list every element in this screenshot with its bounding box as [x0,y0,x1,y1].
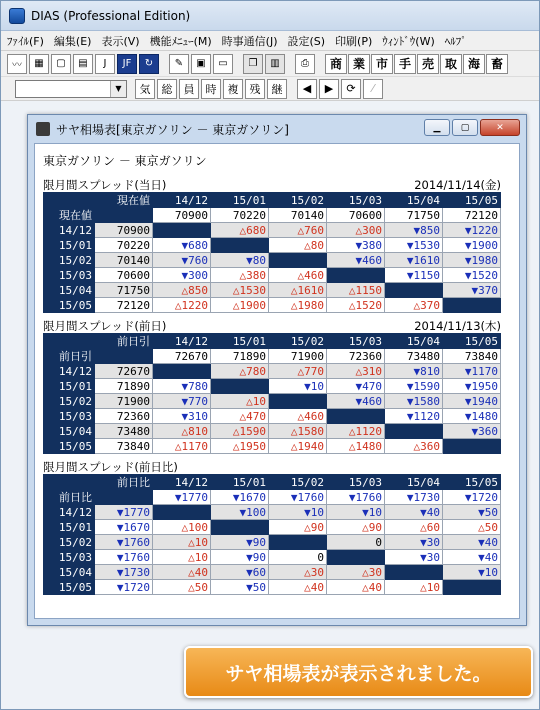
table-row[interactable] [44,424,501,439]
table-cell: △1610 [269,283,327,298]
table-header-row [44,475,501,490]
table-cell: 70600 [327,208,385,223]
table-cell: △1900 [211,298,269,313]
table-cell: ▼780 [153,379,211,394]
column-header: 前日引 [95,334,153,349]
app-title: DIAS (Professional Edition) [31,8,191,23]
close-button[interactable]: ✕ [480,119,520,136]
column-header: 15/01 [211,334,269,349]
chart-icon[interactable]: 〰 [7,54,27,74]
table-cell: ▼40 [443,535,501,550]
table-cell: 70600 [95,268,153,283]
table-cell: 73840 [95,439,153,454]
table-cell: 70140 [269,208,327,223]
table-cell: △1590 [211,424,269,439]
column-header: 前日比 [95,475,153,490]
table-cell: ▼760 [153,253,211,268]
table-row[interactable] [44,550,501,565]
table-cell [443,580,501,595]
table-cell: ▼460 [327,253,385,268]
kanji-button[interactable]: 業 [348,54,370,74]
table-cell: △810 [153,424,211,439]
table-cell [443,439,501,454]
row-label: 15/02 [44,394,95,409]
table-cell: ▼1900 [443,238,501,253]
view-button[interactable]: 複 [223,79,243,99]
menu-item[interactable]: 設定(S) [287,34,326,48]
table-cell: ▼1670 [211,490,269,505]
table-cell: △1170 [153,439,211,454]
section-title: 限月間スプレッド(前日) [43,319,167,333]
table-cell: ▼30 [385,550,443,565]
table-row[interactable] [44,223,501,238]
column-header: 15/05 [443,475,501,490]
table-cell: △370 [385,298,443,313]
note-icon[interactable]: ▭ [213,54,233,74]
row-label: 15/01 [44,379,95,394]
column-header: 14/12 [153,193,211,208]
table-cell: ▼10 [269,505,327,520]
menu-item[interactable]: 印刷(P) [335,34,373,48]
view-button[interactable]: 時 [201,79,221,99]
chevron-down-icon[interactable]: ▼ [110,81,126,97]
row-label: 15/05 [44,580,95,595]
row-label: 前日比 [44,490,95,505]
jf-icon[interactable]: JF [117,54,137,74]
column-header: 15/02 [269,334,327,349]
table-cell: 70900 [95,223,153,238]
kanji-button[interactable]: 市 [371,54,393,74]
pair-heading: 東京ガソリン － 東京ガソリン [43,154,207,168]
column-header: 15/02 [269,193,327,208]
print-icon[interactable]: ⎙ [295,54,315,74]
table-cell: ▼470 [327,379,385,394]
symbol-combo[interactable] [15,80,127,98]
paint-icon[interactable]: ✎ [169,54,189,74]
app-icon [9,8,25,24]
table-cell: △300 [327,223,385,238]
table-cell: ▼1760 [95,535,153,550]
table-cell: ▼680 [153,238,211,253]
table-cell: ▼1580 [385,394,443,409]
table-cell: △1480 [327,439,385,454]
column-header: 14/12 [153,334,211,349]
table-cell: ▼1720 [95,580,153,595]
table-cell [269,253,327,268]
table-cell: △50 [443,520,501,535]
table-cell: ▼10 [269,379,327,394]
table-cell: 71750 [95,283,153,298]
row-label: 14/12 [44,505,95,520]
table-cell [269,394,327,409]
column-header: 現在値 [95,193,153,208]
menu-bar [1,31,539,51]
view-button[interactable]: 員 [179,79,199,99]
table-cell: ▼1120 [385,409,443,424]
column-header: 15/01 [211,193,269,208]
spread-window-body [34,143,520,619]
maximize-button[interactable]: ▢ [452,119,478,136]
row-label: 14/12 [44,364,95,379]
table-cell: ▼380 [327,238,385,253]
table-cell [327,268,385,283]
table-cell: △10 [153,535,211,550]
table-cell: △1120 [327,424,385,439]
table-cell: ▼1530 [385,238,443,253]
window-icon[interactable]: ▢ [51,54,71,74]
table-cell: ▼1670 [95,520,153,535]
table-cell: 71750 [385,208,443,223]
table-cell: △100 [153,520,211,535]
row-label: 15/05 [44,439,95,454]
table-cell: ▼10 [327,505,385,520]
table-row[interactable] [44,439,501,454]
table-cell: △1940 [269,439,327,454]
table-cell: ▼1980 [443,253,501,268]
table-cell: ▼1610 [385,253,443,268]
table-cell: △360 [385,439,443,454]
table-cell: △10 [153,550,211,565]
lock-icon[interactable]: ▣ [191,54,211,74]
table-cell: △780 [211,364,269,379]
table-cell: ▼1720 [443,490,501,505]
row-label: 15/03 [44,268,95,283]
table-cell: ▼850 [385,223,443,238]
table-row[interactable] [44,364,501,379]
table-cell: 72670 [153,349,211,364]
spread-table [43,333,501,454]
table-cell [443,298,501,313]
kanji-button[interactable]: 商 [325,54,347,74]
table-cell: ▼100 [211,505,269,520]
grid-icon[interactable]: ▦ [29,54,49,74]
table-cell: ▼1760 [269,490,327,505]
table-cell [211,238,269,253]
table-cell: 73480 [385,349,443,364]
column-header: 15/03 [327,334,385,349]
column-header: 15/04 [385,193,443,208]
table-cell: △1580 [269,424,327,439]
table-cell [153,505,211,520]
table-cell: ▼460 [327,394,385,409]
menu-item[interactable]: ﾌｧｲﾙ(F) [7,34,44,48]
table-cell: ▼810 [385,364,443,379]
table-cell: ▼60 [211,565,269,580]
table-row[interactable] [44,349,501,364]
menu-item[interactable]: 編集(E) [53,34,92,48]
table-row[interactable] [44,298,501,313]
table-header-row [44,193,501,208]
table-cell [95,490,153,505]
menu-item[interactable]: 表示(V) [101,34,140,48]
column-header: 15/01 [211,475,269,490]
table-cell [327,550,385,565]
table-row[interactable] [44,505,501,520]
table-cell: ▼1760 [95,550,153,565]
menu-item[interactable]: 機能ﾒﾆｭｰ(M) [149,34,212,48]
table-cell: △10 [385,580,443,595]
mdi-area [1,102,539,632]
table-cell: ▼1520 [443,268,501,283]
table-cell: 70220 [95,238,153,253]
window-icon [36,122,50,136]
table-cell: △40 [327,580,385,595]
table-row[interactable] [44,490,501,505]
table-cell: 70220 [211,208,269,223]
table-cell: △380 [211,268,269,283]
table-row[interactable] [44,379,501,394]
column-header: 15/05 [443,334,501,349]
table-cell: ▼1730 [95,565,153,580]
row-label: 15/01 [44,520,95,535]
row-label: 15/04 [44,424,95,439]
view-button[interactable]: 総 [157,79,177,99]
view-button[interactable]: 継 [267,79,287,99]
row-label: 14/12 [44,223,95,238]
table-cell: ▼40 [385,505,443,520]
section-date: 2014/11/14(金) [414,178,501,192]
table-cell [153,364,211,379]
table-row[interactable] [44,409,501,424]
table-cell: △1220 [153,298,211,313]
table-cell: ▼1770 [153,490,211,505]
column-header: 15/03 [327,475,385,490]
table-cell: ▼1730 [385,490,443,505]
section-title: 限月間スプレッド(当日) [43,178,167,192]
table-cell: ▼1480 [443,409,501,424]
table-cell: ▼30 [385,535,443,550]
menu-item[interactable]: ｳｨﾝﾄﾞｳ(W) [382,34,435,48]
table-cell [95,208,153,223]
column-header: 15/02 [269,475,327,490]
row-label: 15/03 [44,550,95,565]
table-cell [153,223,211,238]
table-header-row [44,334,501,349]
table-cell: ▼770 [153,394,211,409]
section-header [43,178,501,192]
table-cell [269,535,327,550]
table-cell: 71900 [95,394,153,409]
column-header [44,193,95,208]
row-label: 15/01 [44,238,95,253]
table-cell: ▼1590 [385,379,443,394]
disabled-tool-icon[interactable]: ⁄ [363,79,383,99]
table-cell [327,409,385,424]
table-cell: △40 [269,580,327,595]
table-cell: ▼1150 [385,268,443,283]
spread-table [43,192,501,313]
table-cell: △90 [269,520,327,535]
row-label: 15/04 [44,565,95,580]
table-cell: ▼90 [211,550,269,565]
section-title: 限月間スプレッド(前日比) [43,460,178,474]
table-cell: ▼370 [443,283,501,298]
spread-window [27,114,527,626]
table-cell: ▼50 [443,505,501,520]
spread-window-title-bar [28,115,526,143]
kanji-button[interactable]: 取 [440,54,462,74]
table-cell: △760 [269,223,327,238]
table-cell [211,379,269,394]
table-row[interactable] [44,580,501,595]
section-date: 2014/11/13(木) [414,319,501,333]
table-icon[interactable]: ▤ [73,54,93,74]
table-cell: △680 [211,223,269,238]
minimize-button[interactable]: ▁ [424,119,450,136]
menu-item[interactable]: 時事通信(J) [221,34,278,48]
row-label: 15/02 [44,535,95,550]
table-cell: 0 [269,550,327,565]
table-cell: 72670 [95,364,153,379]
row-label: 現在値 [44,208,95,223]
column-header [44,475,95,490]
table-cell: ▼300 [153,268,211,283]
table-cell: 72120 [443,208,501,223]
menu-item[interactable]: ﾍﾙﾌﾟ [444,34,467,48]
table-row[interactable] [44,208,501,223]
table-cell: ▼50 [211,580,269,595]
table-cell [385,283,443,298]
main-toolbar [1,51,539,77]
table-cell: △90 [327,520,385,535]
table-row[interactable] [44,565,501,580]
copy-icon[interactable]: ❐ [243,54,263,74]
table-cell: 0 [327,535,385,550]
refresh-icon[interactable]: ⟳ [341,79,361,99]
row-label: 15/03 [44,409,95,424]
view-button[interactable]: 気 [135,79,155,99]
table-cell: ▼90 [211,535,269,550]
row-label: 15/05 [44,298,95,313]
section-header [43,460,501,474]
table-row[interactable] [44,238,501,253]
table-row[interactable] [44,268,501,283]
table-cell: 70140 [95,253,153,268]
table-cell: 72360 [327,349,385,364]
kanji-button[interactable]: 手 [394,54,416,74]
table-cell: △1150 [327,283,385,298]
secondary-toolbar [1,77,539,101]
triangle-left-icon[interactable]: ◀ [297,79,317,99]
row-label: 15/02 [44,253,95,268]
title-bar [1,1,539,31]
triangle-right-icon[interactable]: ▶ [319,79,339,99]
table-cell: △10 [211,394,269,409]
table-cell: ▼10 [443,565,501,580]
table-cell: 70900 [153,208,211,223]
column-header: 15/05 [443,193,501,208]
table-cell: △850 [153,283,211,298]
table-cell [385,565,443,580]
table-cell: △30 [269,565,327,580]
table-cell [385,424,443,439]
kanji-button[interactable]: 売 [417,54,439,74]
table-cell: ▼1940 [443,394,501,409]
view-button[interactable]: 残 [245,79,265,99]
table-cell: 72120 [95,298,153,313]
table-cell: △80 [269,238,327,253]
status-banner: サヤ相場表が表示されました。 [184,646,533,698]
table-cell: ▼1170 [443,364,501,379]
table-cell: △60 [385,520,443,535]
table-cell: △770 [269,364,327,379]
table-cell: △460 [269,268,327,283]
spread-table [43,474,501,595]
section-header [43,319,501,333]
table-cell: △1520 [327,298,385,313]
table-cell: 71890 [211,349,269,364]
column-header: 14/12 [153,475,211,490]
table-cell: ▼310 [153,409,211,424]
table-cell: ▼40 [443,550,501,565]
table-cell [95,349,153,364]
column-header [44,334,95,349]
table-cell: ▼360 [443,424,501,439]
table-cell: 71900 [269,349,327,364]
table-cell [211,520,269,535]
table-cell: △40 [153,565,211,580]
column-header: 15/04 [385,475,443,490]
table-cell: △50 [153,580,211,595]
j-icon[interactable]: J [95,54,115,74]
table-row[interactable] [44,283,501,298]
table-row[interactable] [44,535,501,550]
table-cell: △1980 [269,298,327,313]
table-cell: △1950 [211,439,269,454]
kanji-button[interactable]: 畜 [486,54,508,74]
table-cell: ▼1770 [95,505,153,520]
table-row[interactable] [44,253,501,268]
table-cell: △460 [269,409,327,424]
table-row[interactable] [44,394,501,409]
table-cell: ▼80 [211,253,269,268]
row-label: 15/04 [44,283,95,298]
table-cell: △470 [211,409,269,424]
paste-icon[interactable]: ▥ [265,54,285,74]
table-cell: 73480 [95,424,153,439]
kanji-button[interactable]: 海 [463,54,485,74]
row-label: 前日引 [44,349,95,364]
table-cell: △1530 [211,283,269,298]
table-cell: 72360 [95,409,153,424]
table-row[interactable] [44,520,501,535]
table-cell: ▼1760 [327,490,385,505]
column-header: 15/04 [385,334,443,349]
spread-window-title: サヤ相場表[東京ガソリン － 東京ガソリン] [56,122,289,137]
table-cell: 71890 [95,379,153,394]
refresh-logo-icon[interactable]: ↻ [139,54,159,74]
table-cell: △30 [327,565,385,580]
table-cell: △310 [327,364,385,379]
table-cell: ▼1220 [443,223,501,238]
table-cell: 73840 [443,349,501,364]
column-header: 15/03 [327,193,385,208]
table-cell: ▼1950 [443,379,501,394]
